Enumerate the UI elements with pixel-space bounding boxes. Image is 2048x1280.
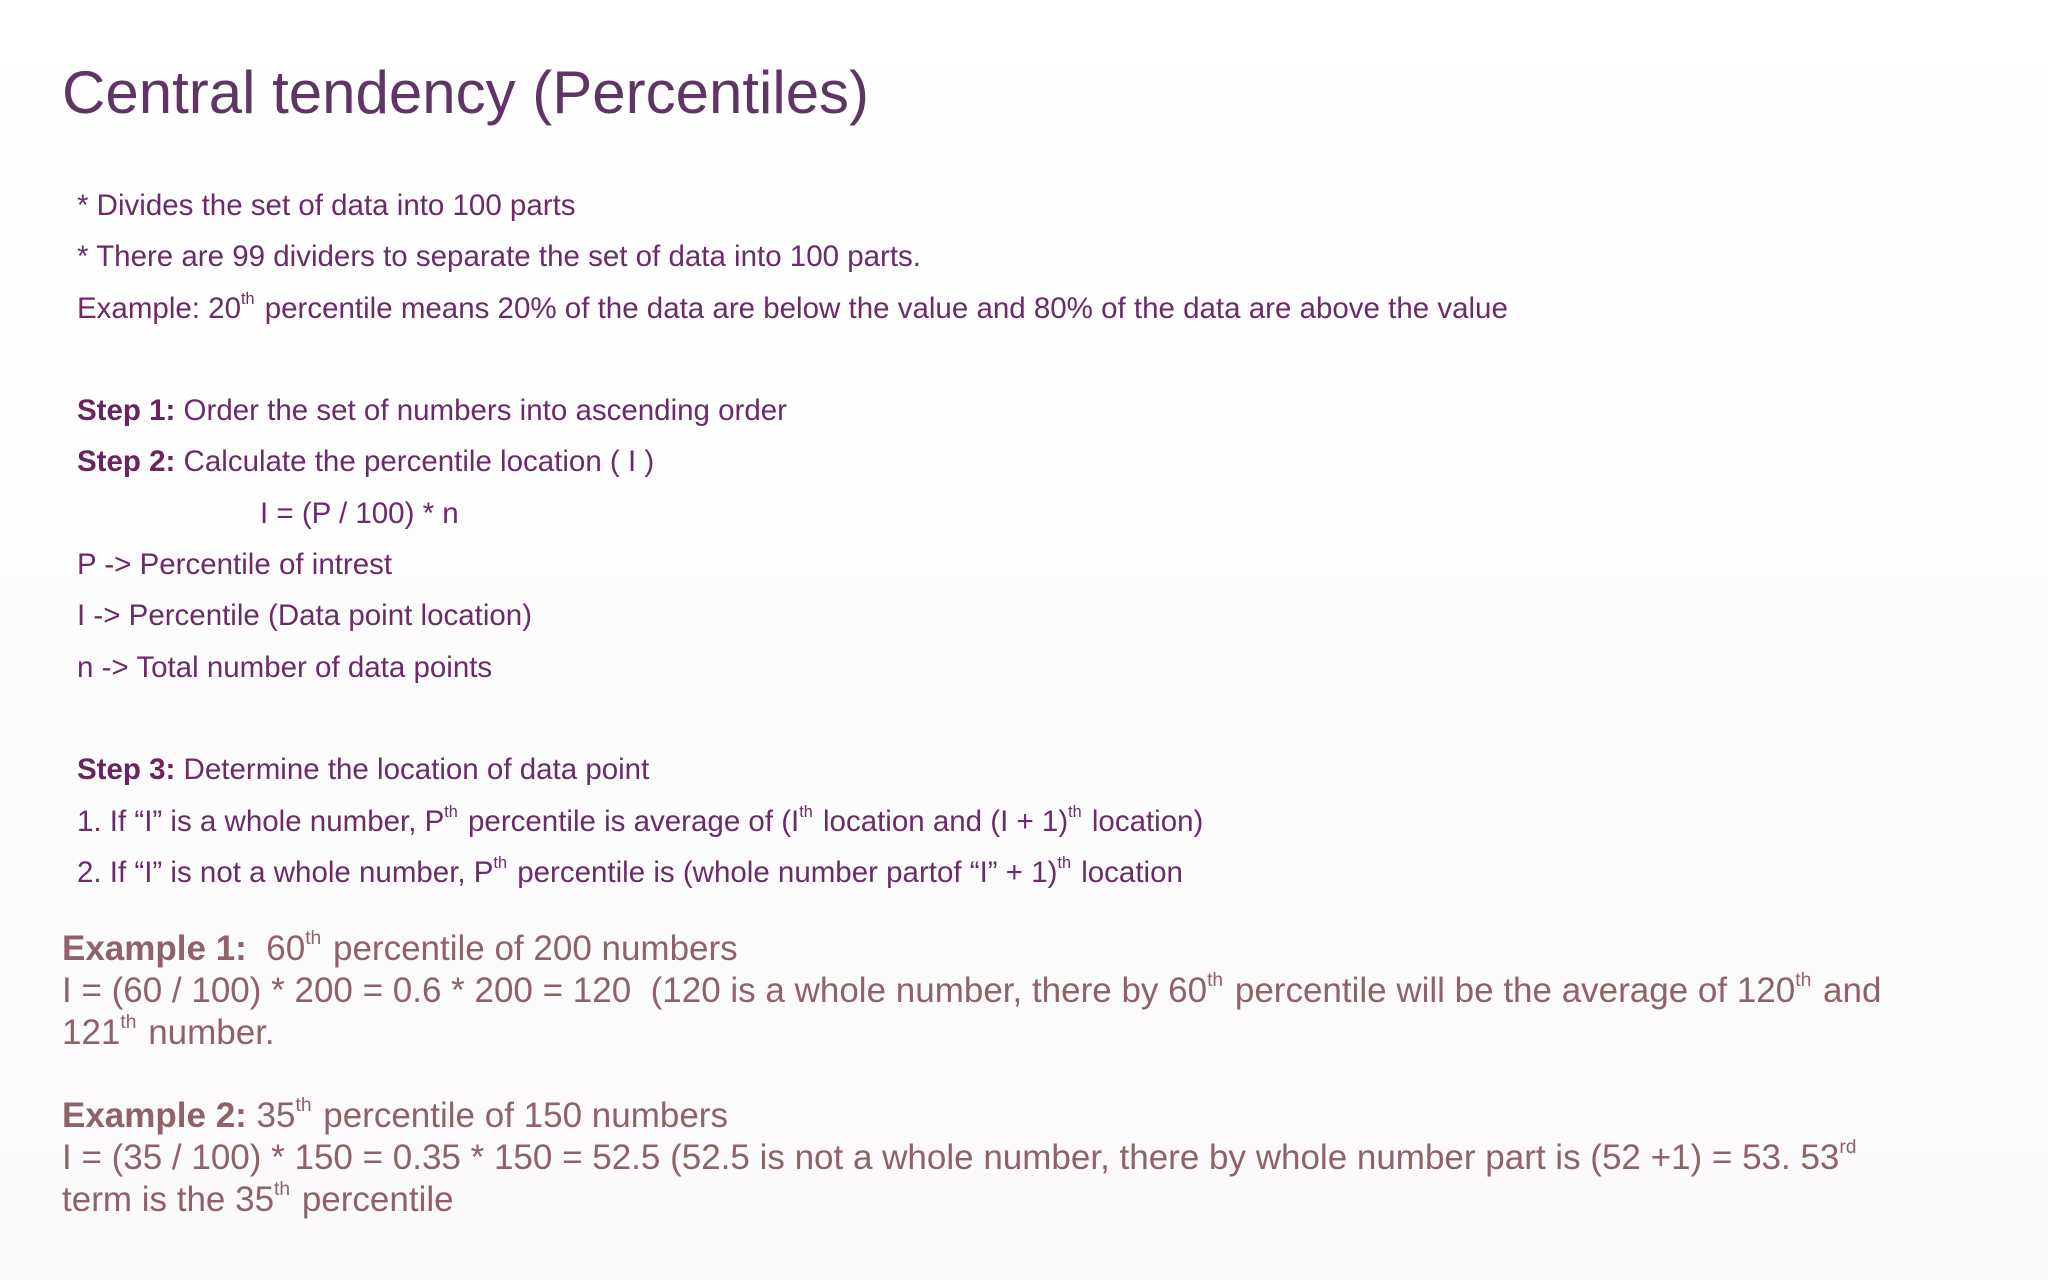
example-2-calc2-b: percentile — [292, 1180, 454, 1219]
example-1-calc2-a: 121 — [62, 1013, 121, 1052]
step-3-text: Determine the location of data point — [175, 753, 650, 787]
example-2-calculation — [62, 1137, 1992, 1179]
definition-i: I -> Percentile (Data point location) — [77, 599, 533, 633]
bullet-divides: * Divides the set of data into 100 parts — [77, 189, 576, 222]
rule2-c: location — [1073, 855, 1183, 889]
example-2-head-sup: th — [295, 1094, 312, 1116]
example-2-calc2-a: term is the 35 — [62, 1180, 275, 1219]
step-2 — [77, 436, 1508, 487]
rule2-a: 2. If “I” is not a whole number, P — [77, 855, 494, 889]
example-1-calc2-b: number. — [138, 1013, 275, 1052]
example-1-heading — [62, 928, 1992, 970]
rule-not-whole-number — [77, 847, 1508, 898]
example-1-head-sup: th — [305, 927, 322, 949]
step-3 — [77, 744, 1508, 795]
bullet-dividers: * There are 99 dividers to separate the set of data into 100 parts. — [77, 240, 922, 274]
rule1-sup1: th — [444, 802, 458, 821]
definition-n: n -> Total number of data points — [77, 650, 493, 684]
rule2-sup1: th — [493, 854, 508, 873]
rule1-d: location) — [1083, 804, 1204, 838]
example-1-calc-b: percentile will be the average of 120 — [1225, 971, 1796, 1010]
example-1-calculation-cont — [62, 1012, 1992, 1054]
example-1-calc-c: and — [1813, 971, 1882, 1010]
step-1-text: Order the set of numbers into ascending order — [175, 394, 787, 428]
example-1-label: Example 1: — [62, 929, 247, 968]
intro-example-prefix: Example: 20 — [77, 291, 241, 325]
rule1-sup2: th — [799, 802, 813, 821]
example-1-calc-a: I = (60 / 100) * 200 = 0.6 * 200 = 120 (120 is a whole number, there by 60 — [62, 971, 1208, 1010]
rule2-sup2: th — [1057, 854, 1071, 873]
spacer — [77, 334, 1508, 385]
example-2-label: Example 2: — [62, 1096, 247, 1135]
example-2-calculation-cont — [62, 1179, 1992, 1221]
example-1-head-a: 60 — [246, 929, 306, 968]
rule2-b: percentile is (whole number partof “I” + 1) — [509, 855, 1058, 889]
spacer — [77, 693, 1508, 744]
example-2-calc-sup: rd — [1839, 1136, 1857, 1158]
rule1-sup3: th — [1068, 802, 1082, 821]
example-2-calc2-sup: th — [274, 1178, 291, 1200]
rule1-c: location and (I + 1) — [814, 804, 1069, 838]
step-2-text: Calculate the percentile location ( I ) — [175, 445, 655, 479]
definition-p: P -> Percentile of intrest — [77, 548, 393, 582]
example-2-heading — [62, 1095, 1992, 1137]
example-2-head-a: 35 — [246, 1096, 296, 1135]
percentile-formula: I = (P / 100) * n — [260, 496, 459, 530]
example-1-calc-sup1: th — [1207, 969, 1224, 991]
intro-example-sup: th — [240, 289, 255, 308]
example-1-calc-sup2: th — [1795, 969, 1812, 991]
rule-whole-number — [77, 796, 1508, 847]
step-1 — [77, 385, 1508, 436]
example-1-head-b: percentile of 200 numbers — [323, 929, 738, 968]
example-1 — [62, 928, 1992, 1054]
intro-example-rest: percentile means 20% of the data are below the value and 80% of the data are above the value — [256, 291, 1508, 325]
example-2-head-b: percentile of 150 numbers — [313, 1096, 728, 1135]
intro-example — [77, 283, 1508, 334]
step-1-label: Step 1: — [77, 394, 176, 428]
slide-title: Central tendency (Percentiles) — [62, 59, 870, 126]
rule1-a: 1. If “I” is a whole number, P — [77, 804, 445, 838]
example-1-calculation — [62, 970, 1992, 1012]
example-1-calc2-sup: th — [120, 1011, 137, 1033]
example-2 — [62, 1095, 1992, 1221]
content-body — [77, 180, 1508, 898]
rule1-b: percentile is average of (I — [459, 804, 800, 838]
example-2-calc-a: I = (35 / 100) * 150 = 0.35 * 150 = 52.5 (52.5 is not a whole number, there by whole number part is (52 +1) = 53. 53 — [62, 1138, 1840, 1177]
step-2-label: Step 2: — [77, 445, 176, 479]
step-3-label: Step 3: — [77, 753, 176, 787]
